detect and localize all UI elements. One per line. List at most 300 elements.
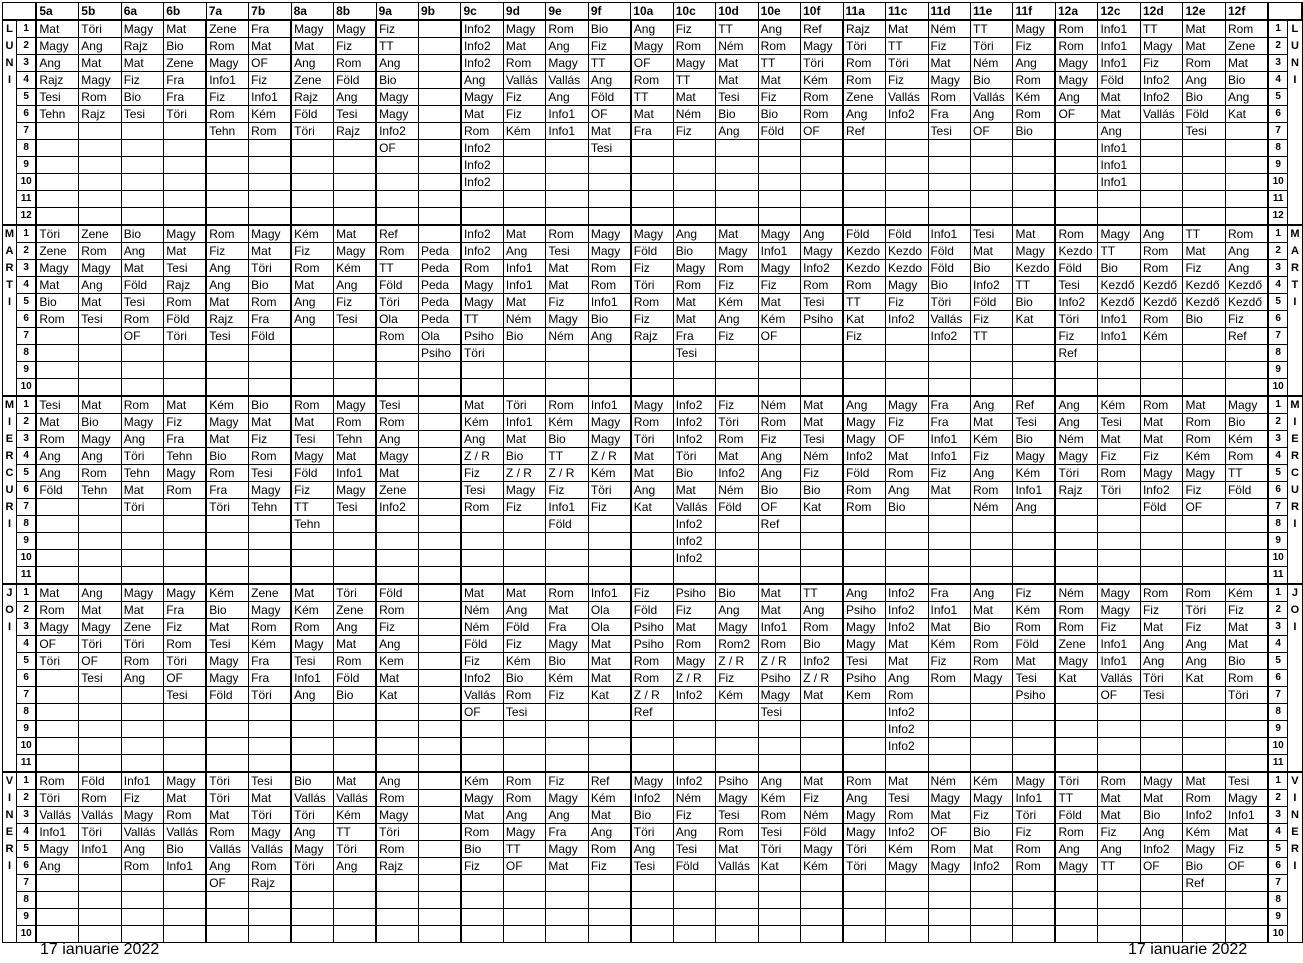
lesson-cell: [503, 345, 545, 362]
day-letter: N: [5, 57, 14, 69]
lesson-cell: Tesi: [461, 482, 503, 499]
lesson-cell: Kezdo: [1013, 260, 1056, 277]
lesson-cell: [121, 704, 163, 721]
lesson-cell: [673, 362, 715, 379]
lesson-cell: [79, 516, 121, 533]
lesson-cell: Magy: [461, 790, 503, 807]
lesson-cell: [461, 721, 503, 738]
period-number: 4: [16, 824, 36, 841]
lesson-cell: Rajz: [121, 38, 163, 55]
lesson-cell: [419, 38, 461, 55]
lesson-cell: [419, 516, 461, 533]
lesson-cell: Fra: [164, 89, 206, 106]
lesson-cell: [1098, 345, 1141, 362]
lesson-cell: Mat: [503, 294, 545, 311]
lesson-cell: [376, 567, 418, 585]
lesson-cell: Ang: [631, 841, 673, 858]
lesson-cell: [206, 721, 248, 738]
lesson-cell: Fiz: [716, 396, 758, 414]
lesson-cell: [673, 721, 715, 738]
lesson-cell: Föld: [971, 294, 1013, 311]
lesson-cell: Fiz: [971, 311, 1013, 328]
lesson-cell: [79, 174, 121, 191]
lesson-cell: [79, 328, 121, 345]
lesson-cell: Mat: [503, 38, 545, 55]
lesson-cell: [1183, 191, 1226, 208]
lesson-cell: Rom: [79, 465, 121, 482]
period-number: 5: [16, 653, 36, 670]
lesson-cell: Magy: [843, 414, 886, 431]
lesson-cell: Info1: [588, 584, 630, 602]
lesson-cell: Magy: [1055, 55, 1098, 72]
lesson-cell: [928, 704, 970, 721]
lesson-cell: [121, 721, 163, 738]
lesson-cell: [1013, 174, 1056, 191]
lesson-cell: Mat: [461, 106, 503, 123]
lesson-cell: [121, 567, 163, 585]
lesson-cell: OF: [376, 140, 418, 157]
lesson-cell: Bio: [1225, 414, 1268, 431]
lesson-cell: [36, 362, 78, 379]
day-letter: I: [1293, 74, 1297, 86]
lesson-cell: Tesi: [291, 653, 333, 670]
timetable-row: [3, 20, 1303, 38]
lesson-cell: [419, 140, 461, 157]
lesson-cell: Mat: [673, 89, 715, 106]
day-letter: T: [1291, 279, 1299, 291]
lesson-cell: Rom: [1140, 396, 1183, 414]
lesson-cell: [1013, 191, 1056, 208]
lesson-cell: [291, 191, 333, 208]
lesson-cell: Föld: [673, 858, 715, 875]
period-number: 8: [16, 516, 36, 533]
lesson-cell: Rom: [376, 790, 418, 807]
lesson-cell: Magy: [716, 619, 758, 636]
lesson-cell: Tesi: [334, 106, 376, 123]
lesson-cell: [1013, 721, 1056, 738]
lesson-cell: [206, 755, 248, 773]
lesson-cell: Fiz: [758, 277, 800, 294]
class-header-10e: 10e: [758, 3, 800, 21]
period-number: 2: [16, 790, 36, 807]
lesson-cell: Info2: [886, 602, 929, 619]
lesson-cell: OF: [121, 328, 163, 345]
lesson-cell: Mat: [1183, 243, 1226, 260]
period-number: 2: [16, 243, 36, 260]
day-letter: I: [1293, 416, 1297, 428]
lesson-cell: Fra: [631, 123, 673, 140]
lesson-cell: [1055, 123, 1098, 140]
lesson-cell: OF: [758, 328, 800, 345]
day-letter: E: [1291, 826, 1299, 838]
day-letter: N: [5, 809, 14, 821]
lesson-cell: [36, 670, 78, 687]
lesson-cell: [291, 567, 333, 585]
lesson-cell: [1225, 926, 1268, 943]
lesson-cell: Mat: [1098, 106, 1141, 123]
lesson-cell: Mat: [716, 225, 758, 243]
lesson-cell: Magy: [928, 72, 970, 89]
lesson-cell: Vallás: [503, 72, 545, 89]
lesson-cell: [928, 516, 970, 533]
lesson-cell: Mat: [249, 790, 291, 807]
lesson-cell: Z / R: [758, 653, 800, 670]
lesson-cell: Info1: [1098, 174, 1141, 191]
lesson-cell: [1183, 157, 1226, 174]
period-number-right: 1: [1268, 584, 1288, 602]
lesson-cell: [631, 174, 673, 191]
lesson-cell: [631, 379, 673, 397]
day-label-right: [1288, 396, 1302, 584]
lesson-cell: Töri: [291, 807, 333, 824]
timetable-row: [3, 396, 1303, 414]
lesson-cell: [588, 721, 630, 738]
lesson-cell: Töri: [249, 260, 291, 277]
lesson-cell: Magy: [36, 841, 78, 858]
lesson-cell: [419, 396, 461, 414]
lesson-cell: [1055, 499, 1098, 516]
lesson-cell: Info2: [461, 670, 503, 687]
lesson-cell: [121, 140, 163, 157]
lesson-cell: Ola: [588, 619, 630, 636]
lesson-cell: [291, 926, 333, 943]
lesson-cell: Magy: [928, 790, 970, 807]
lesson-cell: Rom: [249, 294, 291, 311]
lesson-cell: [801, 345, 843, 362]
lesson-cell: [1225, 516, 1268, 533]
lesson-cell: [886, 533, 929, 550]
lesson-cell: [249, 379, 291, 397]
lesson-cell: Föld: [503, 619, 545, 636]
lesson-cell: Peda: [419, 294, 461, 311]
day-letter: I: [7, 296, 11, 308]
lesson-cell: Töri: [801, 55, 843, 72]
lesson-cell: Bio: [291, 772, 333, 790]
period-number: 10: [16, 738, 36, 755]
day-letter: V: [1291, 775, 1299, 787]
lesson-cell: TT: [588, 55, 630, 72]
lesson-cell: TT: [546, 448, 588, 465]
lesson-cell: [503, 362, 545, 379]
lesson-cell: Bio: [1183, 858, 1226, 875]
lesson-cell: Info2: [376, 123, 418, 140]
lesson-cell: Magy: [291, 636, 333, 653]
timetable-row: [3, 755, 1303, 773]
lesson-cell: Zene: [206, 20, 248, 38]
lesson-cell: [1140, 704, 1183, 721]
lesson-cell: Tesi: [673, 841, 715, 858]
period-number: 7: [16, 499, 36, 516]
lesson-cell: [1140, 755, 1183, 773]
lesson-cell: Info2: [1055, 294, 1098, 311]
lesson-cell: [1225, 909, 1268, 926]
lesson-cell: [1013, 140, 1056, 157]
lesson-cell: [419, 926, 461, 943]
lesson-cell: Töri: [206, 790, 248, 807]
timetable-row: [3, 243, 1303, 260]
lesson-cell: Rom: [79, 89, 121, 106]
class-header-12f: 12f: [1225, 3, 1268, 21]
lesson-cell: [1098, 499, 1141, 516]
lesson-cell: Föld: [928, 243, 970, 260]
lesson-cell: Ang: [801, 602, 843, 619]
lesson-cell: [36, 875, 78, 892]
lesson-cell: Rom: [546, 20, 588, 38]
lesson-cell: Rom: [1183, 414, 1226, 431]
lesson-cell: [419, 362, 461, 379]
lesson-cell: OF: [588, 106, 630, 123]
lesson-cell: Magy: [843, 824, 886, 841]
class-header-12d: 12d: [1140, 3, 1183, 21]
lesson-cell: [334, 755, 376, 773]
timetable-row: [3, 841, 1303, 858]
day-letter: R: [5, 501, 14, 513]
lesson-cell: Ném: [673, 106, 715, 123]
day-letter: I: [1293, 860, 1297, 872]
lesson-cell: Töri: [164, 328, 206, 345]
lesson-cell: Magy: [546, 636, 588, 653]
lesson-cell: Tesi: [1140, 687, 1183, 704]
lesson-cell: Magy: [1055, 653, 1098, 670]
lesson-cell: [1055, 379, 1098, 397]
class-header-10d: 10d: [716, 3, 758, 21]
lesson-cell: Z / R: [503, 465, 545, 482]
lesson-cell: [334, 533, 376, 550]
lesson-cell: Magy: [36, 260, 78, 277]
lesson-cell: Tesi: [716, 807, 758, 824]
lesson-cell: [971, 567, 1013, 585]
lesson-cell: OF: [206, 875, 248, 892]
lesson-cell: Magy: [376, 448, 418, 465]
lesson-cell: Tesi: [716, 89, 758, 106]
lesson-cell: Mat: [588, 636, 630, 653]
lesson-cell: Fiz: [503, 89, 545, 106]
lesson-cell: Ang: [1183, 653, 1226, 670]
lesson-cell: Ang: [1225, 260, 1268, 277]
lesson-cell: Töri: [843, 38, 886, 55]
lesson-cell: OF: [1140, 858, 1183, 875]
lesson-cell: Töri: [843, 858, 886, 875]
lesson-cell: [79, 157, 121, 174]
lesson-cell: [1225, 157, 1268, 174]
lesson-cell: [419, 106, 461, 123]
timetable-row: [3, 414, 1303, 431]
class-header-9a: 9a: [376, 3, 418, 21]
lesson-cell: [886, 550, 929, 567]
lesson-cell: Rajz: [79, 106, 121, 123]
lesson-cell: [801, 362, 843, 379]
lesson-cell: Bio: [1140, 807, 1183, 824]
lesson-cell: Tesi: [164, 260, 206, 277]
lesson-cell: Magy: [588, 243, 630, 260]
lesson-cell: Ném: [1055, 584, 1098, 602]
lesson-cell: [1140, 157, 1183, 174]
lesson-cell: Magy: [121, 20, 163, 38]
lesson-cell: [631, 362, 673, 379]
timetable-row: [3, 431, 1303, 448]
lesson-cell: Rom: [1055, 225, 1098, 243]
lesson-cell: [376, 362, 418, 379]
lesson-cell: Mat: [716, 841, 758, 858]
lesson-cell: [334, 892, 376, 909]
lesson-cell: [334, 379, 376, 397]
lesson-cell: Mat: [121, 482, 163, 499]
lesson-cell: Info1: [928, 431, 970, 448]
lesson-cell: [971, 208, 1013, 226]
lesson-cell: [1183, 567, 1226, 585]
period-number-right: 5: [1268, 841, 1288, 858]
lesson-cell: Ang: [36, 448, 78, 465]
lesson-cell: TT: [758, 55, 800, 72]
timetable-row: [3, 653, 1303, 670]
day-letter: E: [5, 433, 14, 445]
period-number-right: 2: [1268, 790, 1288, 807]
period-number-right: 4: [1268, 72, 1288, 89]
lesson-cell: Ang: [758, 448, 800, 465]
lesson-cell: Ang: [843, 790, 886, 807]
lesson-cell: TT: [1013, 277, 1056, 294]
period-number-right: 8: [1268, 140, 1288, 157]
lesson-cell: Rom: [843, 55, 886, 72]
lesson-cell: [334, 362, 376, 379]
period-number: 8: [16, 892, 36, 909]
day-letter: R: [5, 843, 14, 855]
lesson-cell: [1183, 379, 1226, 397]
lesson-cell: Magy: [503, 824, 545, 841]
lesson-cell: Info2: [461, 243, 503, 260]
lesson-cell: Zene: [121, 619, 163, 636]
day-letter: M: [1290, 399, 1300, 411]
day-letter: N: [1290, 57, 1299, 69]
lesson-cell: Fiz: [971, 807, 1013, 824]
lesson-cell: [36, 738, 78, 755]
lesson-cell: Bio: [1013, 294, 1056, 311]
lesson-cell: Info1: [758, 619, 800, 636]
lesson-cell: [164, 721, 206, 738]
lesson-cell: Mat: [1225, 824, 1268, 841]
lesson-cell: Info2: [886, 738, 929, 755]
lesson-cell: Mat: [1140, 431, 1183, 448]
lesson-cell: Mat: [206, 294, 248, 311]
lesson-cell: Rom: [843, 772, 886, 790]
lesson-cell: Mat: [206, 619, 248, 636]
lesson-cell: Info2: [971, 277, 1013, 294]
lesson-cell: TT: [503, 841, 545, 858]
lesson-cell: [716, 892, 758, 909]
lesson-cell: Mat: [1140, 414, 1183, 431]
lesson-cell: Ném: [801, 448, 843, 465]
lesson-cell: [249, 550, 291, 567]
lesson-cell: [588, 533, 630, 550]
lesson-cell: Info1: [503, 277, 545, 294]
period-number-right: 4: [1268, 636, 1288, 653]
lesson-cell: OF: [1098, 687, 1141, 704]
lesson-cell: Ang: [886, 482, 929, 499]
lesson-cell: Fiz: [928, 653, 970, 670]
lesson-cell: Zene: [79, 225, 121, 243]
lesson-cell: [249, 738, 291, 755]
period-number: 11: [16, 755, 36, 773]
lesson-cell: Ref: [1183, 875, 1226, 892]
lesson-cell: [36, 755, 78, 773]
lesson-cell: Kém: [461, 772, 503, 790]
lesson-cell: Töri: [1055, 311, 1098, 328]
lesson-cell: [1140, 379, 1183, 397]
lesson-cell: Rom2: [716, 636, 758, 653]
lesson-cell: Magy: [461, 89, 503, 106]
day-label-right: [1288, 584, 1302, 772]
timetable-row: [3, 636, 1303, 653]
lesson-cell: Rom: [206, 38, 248, 55]
lesson-cell: [419, 807, 461, 824]
lesson-cell: Rom: [249, 619, 291, 636]
lesson-cell: [886, 875, 929, 892]
lesson-cell: [843, 567, 886, 585]
lesson-cell: Info1: [1098, 157, 1141, 174]
lesson-cell: Ang: [376, 636, 418, 653]
lesson-cell: [1098, 721, 1141, 738]
lesson-cell: Vallás: [36, 807, 78, 824]
lesson-cell: [758, 533, 800, 550]
lesson-cell: Info1: [928, 225, 970, 243]
lesson-cell: [164, 174, 206, 191]
lesson-cell: Kém: [758, 311, 800, 328]
lesson-cell: [291, 157, 333, 174]
period-number-right: 1: [1268, 225, 1288, 243]
lesson-cell: Info1: [1098, 20, 1141, 38]
period-number: 12: [16, 208, 36, 226]
lesson-cell: Töri: [121, 499, 163, 516]
lesson-cell: [886, 755, 929, 773]
lesson-cell: [546, 755, 588, 773]
period-number: 9: [16, 157, 36, 174]
timetable-row: [3, 909, 1303, 926]
lesson-cell: [419, 670, 461, 687]
timetable-row: [3, 38, 1303, 55]
lesson-cell: Rom: [291, 619, 333, 636]
lesson-cell: [971, 516, 1013, 533]
lesson-cell: Zene: [843, 89, 886, 106]
lesson-cell: Bio: [461, 841, 503, 858]
lesson-cell: Fiz: [758, 431, 800, 448]
lesson-cell: [164, 123, 206, 140]
lesson-cell: Info2: [461, 225, 503, 243]
lesson-cell: Magy: [886, 277, 929, 294]
lesson-cell: [164, 362, 206, 379]
lesson-cell: Magy: [546, 55, 588, 72]
lesson-cell: Tesi: [758, 824, 800, 841]
lesson-cell: Magy: [971, 670, 1013, 687]
lesson-cell: [801, 174, 843, 191]
lesson-cell: Töri: [334, 584, 376, 602]
lesson-cell: [334, 191, 376, 208]
day-letter: I: [7, 792, 11, 804]
lesson-cell: [1225, 704, 1268, 721]
lesson-cell: Fiz: [503, 499, 545, 516]
period-number-right: 2: [1268, 602, 1288, 619]
lesson-cell: Ref: [1055, 345, 1098, 362]
lesson-cell: Bio: [546, 431, 588, 448]
lesson-cell: Rajz: [164, 277, 206, 294]
lesson-cell: Magy: [588, 225, 630, 243]
lesson-cell: TT: [631, 89, 673, 106]
lesson-cell: Rom: [673, 636, 715, 653]
lesson-cell: [1225, 123, 1268, 140]
lesson-cell: [801, 704, 843, 721]
lesson-cell: [79, 191, 121, 208]
lesson-cell: [79, 499, 121, 516]
lesson-cell: Bio: [801, 636, 843, 653]
